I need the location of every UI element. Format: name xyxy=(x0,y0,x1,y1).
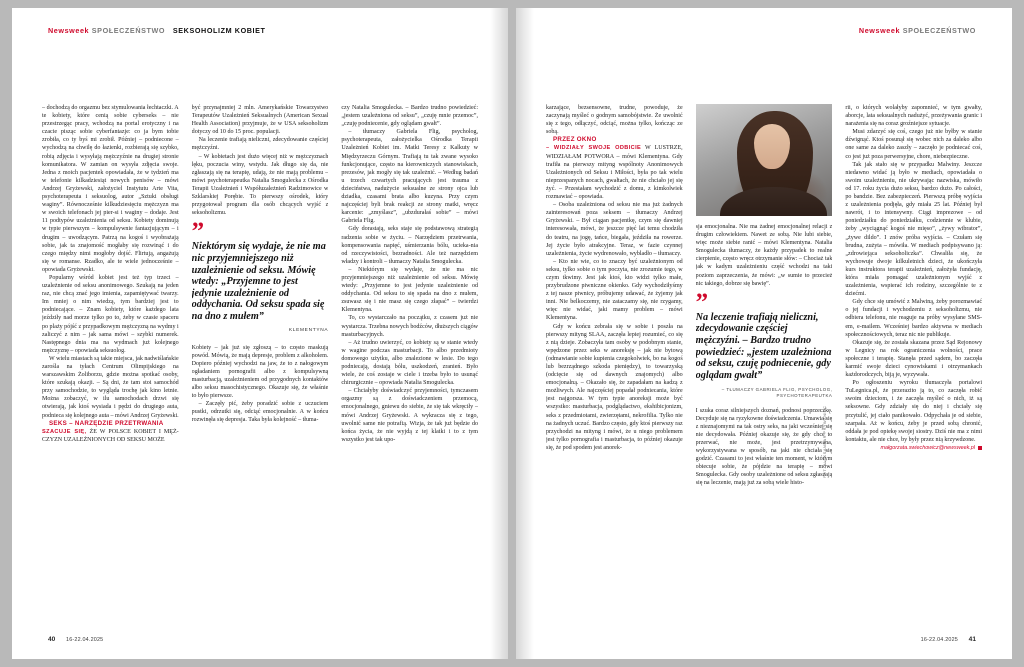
pull-quote-text: Na leczenie trafiają nieliczni, zdecydowanie częściej mężczyźni. – Bardzo trudno powiedzieć: „jestem uzależniona od seksu, czuję podniecenie, gdy oglądam gwałt” xyxy=(695,311,832,381)
paragraph: W wielu miastach są takie miejsca, jak nadwiślańskie zarośla na tyłach Centrum Olimpijskiego na warszawskim Żoliborzu, gdzie można spotkać osoby, które szukają okazji. – Są dni, że tam stoi samochód przy samochodzie, to wygląda trochę jak kino letnie. Można zobaczyć, w ilu samochodach drzwi się otwierają, jak ktoś wysiada i pędzi do drugiego auta, podnieca się kolejnego auta – mówi Andrzej Gryżewski. xyxy=(42,355,179,419)
paragraph: – Chciałyby doświadczyć przyjemności, tymczasem orgazmy są z doświadczeniem przemocą, emocjonalnego, gniewu do siebie, że się tak wkręciły – mówi Andrzej Gryżewski. A wykracza się z tego, uwolnić same nie potrafią. Wizja, że tak już będzie do końca życia, że nie wyjdą z tej klatki i to z tym wszystko jest tak upo- xyxy=(341,388,479,443)
brand-name: Newsweek xyxy=(858,26,901,35)
paragraph: – Osoba uzależniona od seksu nie ma już żadnych zainteresowań poza seksem – tłumaczy Andrzej Gryżewski. – Był ciągan pacjentkę, czym się dawniej interesowała, mówi, że jeszcze pięć lat temu chodziła do teatru, na jogę, tańce, biegała, jeździła na rowerze. Jej życie było atrakcyjne. Teraz, w fazie czynnej uzależnienia, życie wydrenowało, wybladło – tłumaczy. xyxy=(546,202,683,257)
right-page-columns xyxy=(546,104,982,617)
quote-mark-icon: ” xyxy=(191,218,205,246)
pull-quote-text: Niektórym się wydaje, że nie ma nic przyjemniejszego niż uzależnienie od seksu. Mówię wtedy: „Przyjemne to jest jedynie uzależnienie od oddychania. Od seksu spada się na dno z mułem” xyxy=(191,241,326,322)
pull-quote-attribution: KLEMENTYNA xyxy=(288,328,329,334)
subheading-przez-okno: PRZEZ OKNO xyxy=(553,136,597,144)
folio-date-left: 16-22.04.2025 xyxy=(66,637,104,643)
left-page xyxy=(12,8,508,659)
pull-quote-klementyna xyxy=(191,218,329,335)
paragraph: Gdy dorastają, seks staje się podstawową strategią radzenia sobie w życiu. – Narzędziem przetrwania, kompensowania napięć, uśmierzania bólu, ucieka-nia od rzeczywistości, bezradności. Ale też narzędziem władzy i kontroli – tłumaczy Natalia Smogulecka. xyxy=(341,226,479,265)
section-name: SPOŁECZEŃSTWO xyxy=(902,26,976,35)
pull-quote-attribution: – TŁUMACZY GABRIELA FLIG, PSYCHOLOG, PSYCHOTERAPEUTKA xyxy=(721,387,833,398)
pull-quote-gabriela-flig xyxy=(695,288,833,399)
column-1 xyxy=(42,104,179,617)
paragraph: Po ogłoszeniu wyroku tłumaczyła portalowi TuLegnica.pl, że przerazito ją to, co zaczęła robić swoim dzieciom, i że zaczęła myśleć o nich, iż są seksowne. Gdy zdziały się do niej i chciały się przytulić, jej ciało panikowało. Odpychała je od siebie, szarpała. Aż w końcu, żeby je przed sobą chronić, oddała je pod opiekę swojej siostry. Dziś nie ma z nimi kontaktu, ale nie chce, by były przez nią krzywdzone. xyxy=(845,380,983,443)
lead-in-text: SZACUJE SIĘ, xyxy=(42,428,87,435)
paragraph: To, co wystarczało na początku, z czasem już nie wystarcza. Trzebna nowych bodźców, dłuższych ciągów masturbacyjnych. xyxy=(341,315,479,338)
running-head-right xyxy=(859,26,976,35)
paragraph: – Aż trudno uwierzyć, co kobiety są w stanie wtedy w wagine podczas masturbacji. To albo przedmioty domowego użytku, albo znalezione w lesie. Do tego podniecają, dostają bólu, uszkodzeń, zranień. Było wiele, że coś zostaje w ciele i trzeba było to usunąć chirurgicznie – opowiada Natalia Smogulecka. xyxy=(341,339,479,387)
section-name: SPOŁECZEŃSTWO xyxy=(91,26,166,35)
paragraph: – Niektórym się wydaje, że nie ma nic przyjemniejszego niż uzależnienie od seksu. Mówię wtedy: „Przyjemne to jest jedynie uzależnienie od oddychania. Od seksu to się spada na dno z mułem, zsuwasz się i nie masz się czego złapać” – twierdzi Klementyna. xyxy=(341,266,479,314)
paragraph-lead xyxy=(546,144,683,201)
paragraph: sja emocjonalna. Nie ma żadnej emocjonalnej relacji z drugim człowiekiem. Nawet ze sobą. Nie lubi siebie, więc może siebie ranić – mówi Klementyna. Natalia Smogulecka tłumaczy, że każdy przypadek to realne cierpienie, często wręcz otrzymanie słów: – Chociaż tak jak w kadym uzależnieniu część wchodzi na taki poziom zaprzeczenia, że mówi: „w sumie to przecież nic takiego, dobrze się bawię”. xyxy=(695,224,833,287)
paragraph: Gdy chce się umówić z Malwiną, żeby porozmawiać o jej fundacji i wychodzeniu z seksoholizmu, nie odbiera telefonu, nie reaguje na próby wysyłane SMS-em, e-mailem. Wcześniej bardzo aktywna w mediach społecznościowych, teraz nic nie publikuje. xyxy=(845,299,983,338)
photo-credit: FOT. ALEKSANDAR PRYWANIEC xyxy=(822,405,827,478)
column-3 xyxy=(341,104,478,617)
right-page xyxy=(516,8,1012,659)
author-email-text: małgorzata.swiechowicz@newsweek.pl xyxy=(880,444,976,451)
column-6 xyxy=(845,104,982,617)
photo-image xyxy=(696,104,833,216)
photo-face-shape xyxy=(754,124,790,169)
paragraph: Musi zdarzyć się coś, czego już nie byłby w stanie dźwignąć. Ktoś posunął się wobec nich za daleko albo one same za daleko zaszły – zaczęło je podniecać coś, co jest już poza perwersyjne, chore, niebezpieczne. xyxy=(845,129,983,160)
folio-number-right: 41 xyxy=(968,636,976,643)
paragraph: Kobiety – jak już się zgłoszą – to często maskują powód. Mówią, że mają depresje, problem z alkoholem. Dopiero później wychodzi na jaw, że to z nałogowym ogładaniem pornografii albo z kompulsywną masturbacją, uzależnieniem od przygodnych kontaktów albo seksu masochistycznego. Okazuje się, że właśnie to było pierwsze. xyxy=(191,344,329,400)
folio-number-left: 40 xyxy=(48,636,56,643)
photo-shoulders-shape xyxy=(720,187,827,216)
paragraph-lead xyxy=(42,428,179,444)
lead-in-text: – WIDZIAŁY SWOJE ODBICIE xyxy=(546,145,642,152)
paragraph: Popularny wśród kobiet jest też typ trzeci – uzależnienie od seksu anonimowego. Szukają na jeden raz, nie chcą znać jego imienia, zapamiętywać twarzy. Im mniej o nim wiedzą, tym bardziej jest to podniecające. – Znam kobiety, które każdego lata jeździły nad morze tylko po to, żeby w czasie spaceru po plaży pójść z przypadkowym mężczyzną na wydmy i zaliczyć z nim – jak sama mówi – szybki numerek. Następnego dnia ma na wydmach już kolejnego mężczyznę – opowiada seksuolog. xyxy=(42,274,179,354)
paragraph: – W kobietach jest dużo więcej niż w mężczyznach lęku, poczucia winy, wstydu. Jak długo się da, nie zgłaszają się na terapię, udają, że nie mają problemu – mówi psychoterapeutka Natalia Smogulecka z Ośrodka Terapii Uzależnień i Współuzależnień Radzimowice w Szklarskiej Porębie. To pierwszy ośrodek, który przygotował program dla osób chcących wyjść z seksoholizmu. xyxy=(191,153,329,217)
brand-name: Newsweek xyxy=(48,26,90,35)
portrait-photo xyxy=(696,104,833,216)
folio-date-right: 16-22.04.2025 xyxy=(920,637,958,643)
paragraph: Okazuje się, że została skazana przez Sąd Rejonowy w Legnicy na rok ograniczenia wolności, prace społeczne i terapię. Stanęła przed sądem, bo zaczęła karmić swoje dzieci cynowiskami i otrzymankach każdorodczych, biją je, wyzywała. xyxy=(845,339,983,379)
paragraph: rii, o których wolałyby zapomnieć, w tym gwałty, aborcje, lata seksualnych nadużyć, przeżywania granic i narażenia się na coraz groźniejsze sytuacje. xyxy=(845,105,983,128)
column-4 xyxy=(546,104,683,617)
article-title: SEKSOHOLIZM KOBIET xyxy=(172,26,266,35)
quote-mark-icon: ” xyxy=(695,288,709,316)
paragraph: – Zaczęły pić, żeby poradzić sobie z uczuciem pustki, odrzutki się, odciąć emocjonalnie. A w końcu rozwinęła się depresja. Taka była kolejność – tłuma- xyxy=(191,401,329,424)
paragraph: – dochodzą do orgazmu bez stymulowania łechtaczki. A te kobiety, które cenią sobie cyberseks – nie przestrzegąc pracy, wchodzą na portal erotyczny i na czacie pisząc sobie cyberfantazje: co ja bym tobie zrobiła, co ty byś mi zrobił. Później – podniecone – wychodzą na chwilę do łazienki, rozbierają się szybko, robią zdjęcia i wysyłają mężczyźnie na drugiej stronie komunikatora. W zamian on wysyła zdjęcia swoje. Jedna z moich pacjentek opowiadała, że w tydzień ma w telefonie kilkadziesiąt nowych penisów – mówi Andrzej Gryżewski, założyciel Instytutu Arte Vita, psychoterapeuta i seksuolog, autor „Sztuki obsługi waginy”. Równocześnie kilkudziesięciu mężczyzn ma w swoich telefonach jej pier-si i waginy – dodaje. Jest 11 podtypów uzależnienia od seksu. Kobiety dominują w typie pierwszym – kompulsywnie fantazjującym – i drugim – uwodzącym. Patrzą na kogoś i wyobrażają sobie, jak ta znajomość mogłaby się rozwinąć i do czego między nimi mogłoby dojść. Flirtują, angażują się w romanse. Rzadko, ale te wiele jednocześnie – opowiada Gryżewski. xyxy=(42,105,179,273)
paragraph: Na leczenie trafiają nieliczni, zdecydowanie częściej mężczyźni. xyxy=(191,137,329,152)
paragraph: Gdy w końcu zebrała się w sobie i poszła na pierwszy mityng SLAA, zaczęła lepiej rozumieć, co się z nią dzieje. Zobaczyła tam osoby w podobnym stanie, wpędzone przez seks w anoreksję – jak nie bytową (odmawianie sobie kupienia czegokolwiek, bo na kogoś lub bezrządnego szkoda pieniędzy), to towarzyską (odcięcie się od dawnych znajomych) albo emocjonalną. – Okazało się, że zapadałam na kadzą z możliwych. Ale najczęściej popadał podniecania, które jest najgorsza. W tym typie anoreksji może być wszystko: masturbacja, podglądactwo, ekshibicjonizm, seks z przedmiotami, zwierzętami, nekrofilia. Tylko nie na żadnych uczuć. Bardzo często, gdy ktoś pierwszy raz przychodzi na mityng i mówi, że u niego problemem jest tylko pornografia i masturbacja, to później okazuje się, że pod spodem jest anorek- xyxy=(546,323,683,451)
column-5 xyxy=(696,104,833,617)
paragraph-rest: W LUSTRZE, WIDZIAŁAM POTWORA – mówi Klementyna. Gdy trafiła na pierwszy mityng wspólnoty Anonimowych Uzależnionych od Seksu i Miłości, była po tak wielu nieprzespanych nocach, gwałtach, że nie chciało jej się żyć. – Przestałam wychodzić z domu, z kimkolwiek rozmawiać – opowiada. xyxy=(546,145,683,201)
end-mark-icon xyxy=(978,446,982,450)
paragraph: I szuka coraz silniejszych doznań, podnosi poprzeczkę. Decyduje się na ryzykowne doświadczenia. Umawia się z nieznajomymi na tak ostry seks, na jaki wcześniej się nie decydowała. Później okazuje się, że gdy chce to przerwać, nie może, jest przetrzymywana, wykorzystywana w sposób, na jaki nie chciała się godzić. Czasami to jest właśnie ten moment, w którym obiecuje sobie, że pójdzie na terapię – mówi Smogulecka. Gdy osoby uzależnione od seksu zgłaszają się na leczenie, mają już za sobą wiele histo- xyxy=(695,407,833,487)
paragraph: czy Natalia Smogulecka. – Bardzo trudno powiedzieć: „jestem uzależniona od seksu”, „czuję mnie przemoc”, „czuję podniecenie, gdy oglądam gwałt”. xyxy=(341,105,479,128)
paragraph: Tak jak stało się w przypadku Malwiny. Jeszcze niedawno widać ją było w mediach, opowiadała o swoim uzależnieniu, nie ukrywając nazwiska, mówiło od 17. roku życia dużo seksu, bardzo dużo. Po całości, po bandzie. Bez zabezpieczeń. Pierwszą próbę wyjścia z uzależnienia podjęła, gdy miała 25 lat. Później był nawrót, i to intensywny. Ciągi imprezowe – od poniedziałku do poniedziałku, codziennie w klubie, żeby „wyciągnąć kogoś nie mięso”, „żywy wibrator”, „żywe dildo”. I znów próba wyjścia. – Czułam się brudna, zużyta – mówiła. W mediach podpisywano ją: „zdrowiejąca seksoholiczka”. Chwaliła się, że wychowuje dwoje kilkuletnich dzieci, że ukończyła kurs instruktora terapii uzależnień, założyła fundację, która miała pomagać uzależnionym wyjść z uzależnienia, wspierać ich rodziny, szczególnie te z dziećmi. xyxy=(845,161,983,298)
subheading-seks-narzedzie: SEKS – NARZĘDZIE PRZETRWANIA xyxy=(49,419,164,427)
paragraph: – tłumaczy Gabriela Flig, psycholog, psychoterapeuta, założycielka Ośrodka Terapii Uzależnień Kobiet im. Matki Teresy z Kalkuty w Międzyrzeczu Górnym. Trafiają tu tak zwane wysoko funkcjonujące, często na kierowniczych stanowiskach, prezesów, jak mogły się tak uzależnić. – Według badań u trzech czwartych pracujących jest trauma z dzieciństwa, nadużycie seksualne ze strony ojca lub dziadka, czasami brata albo kuzyna. Przy czym najczęściej byli brak reakcji ze strony matki, wręcz karcenie: „zmyślasz”, „ubzdurałaś sobie” – mówi Gabriela Flig. xyxy=(341,129,479,225)
paragraph: karzające, bezsensowne, trudne, powoduje, że zaczynają myśleć o godnym samobójstwie. Że uwolnić się z tego, odłączyć, odciąć, można tylko, kończąc ze sobą. xyxy=(546,105,683,136)
column-2 xyxy=(192,104,329,617)
left-page-columns xyxy=(42,104,478,617)
author-email xyxy=(845,444,982,452)
paragraph: – Kto nie wie, co to znaczy być uzależnionym od seksu, tylko sobie o tym poczyta, nie zrozumie tego, w czym tkwimy. Jest jak ktoś, kto widzi tylko małe, przybrudzone piwniczne okienko. Gdy wychodziłyśmy z tej nasze piwnicy, próbujemy udawać, że żyjemy jak inni. Nie belkoczemy, nie zataczamy się, nie rzygamy, więc nie widać, jaki mamy problem – mówi Klementyna. xyxy=(546,258,683,322)
paragraph-rest: ŻE W POLSCE KOBIET I MĘŻ-CZYZN UZALEŻNIONYCH OD SEKSU MOŻE xyxy=(42,428,179,443)
paragraph: być przynajmniej 2 mln. Amerykańskie Towarzystwo Terapeutów Uzależnień Seksualnych (American Sexual Health Association) przyjmuje, że w USA seksoholizm dotyczy od 10 do 15 proc. populacji. xyxy=(191,105,329,136)
running-head-left xyxy=(48,26,266,35)
